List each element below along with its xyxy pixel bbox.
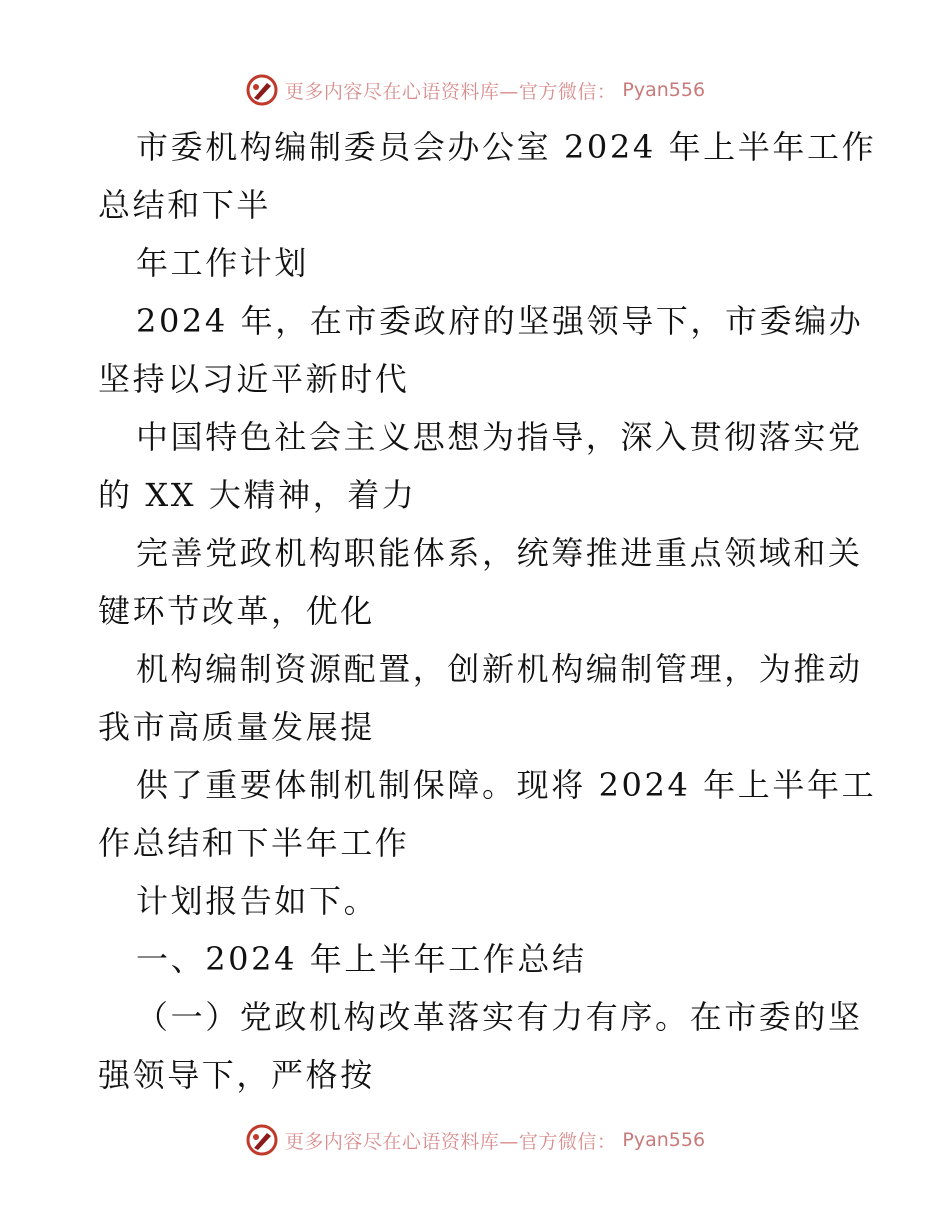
body-line: 计划报告如下。 xyxy=(136,882,379,920)
watermark-text: 更多内容尽在心语资料库—官方微信： xyxy=(284,1130,617,1153)
body-line: 坚持以习近平新时代 xyxy=(98,360,410,398)
body-line: 作总结和下半年工作 xyxy=(98,824,410,862)
footer-watermark xyxy=(0,1120,950,1160)
header-watermark xyxy=(0,70,950,110)
body-line: 键环节改革，优化 xyxy=(98,592,375,630)
body-line: 中国特色社会主义思想为指导，深入贯彻落实党 xyxy=(136,418,863,456)
body-line: 机构编制资源配置，创新机构编制管理，为推动 xyxy=(136,650,863,688)
body-line: （一）党政机构改革落实有力有序。在市委的坚 xyxy=(136,998,863,1036)
pen-circle-logo-icon xyxy=(245,1123,279,1157)
body-line: 2024 年，在市委政府的坚强领导下，市委编办 xyxy=(136,302,864,340)
body-line: 完善党政机构职能体系，统筹推进重点领域和关 xyxy=(136,534,863,572)
watermark-wechat-id: Pyan556 xyxy=(622,79,706,101)
body-line: 我市高质量发展提 xyxy=(98,708,375,746)
watermark-wechat-id: Pyan556 xyxy=(622,1129,706,1151)
body-line: 强领导下，严格按 xyxy=(98,1056,375,1094)
body-line: 市委机构编制委员会办公室 2024 年上半年工作 xyxy=(136,128,877,166)
body-line: 供了重要体制机制保障。现将 2024 年上半年工 xyxy=(136,766,877,804)
watermark-text: 更多内容尽在心语资料库—官方微信： xyxy=(284,80,617,103)
body-line: 年工作计划 xyxy=(136,244,310,282)
document-body xyxy=(98,118,877,1104)
section-heading: 一、2024 年上半年工作总结 xyxy=(136,940,587,978)
body-line: 的 XX 大精神，着力 xyxy=(98,476,417,514)
pen-circle-logo-icon xyxy=(245,73,279,107)
body-line: 总结和下半 xyxy=(98,186,272,224)
